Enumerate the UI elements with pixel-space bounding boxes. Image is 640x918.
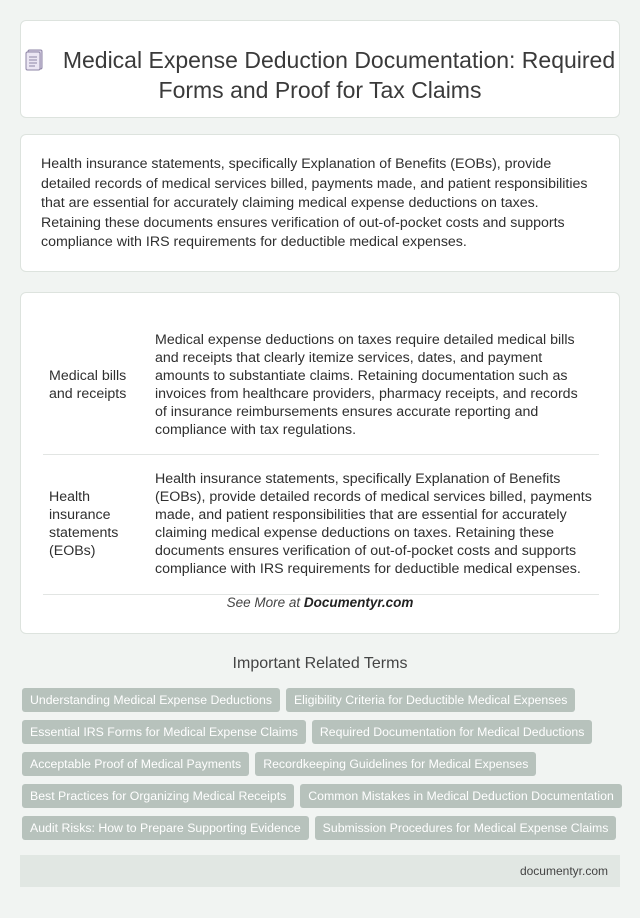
related-tag[interactable]: Acceptable Proof of Medical Payments [22,752,249,776]
related-terms [22,688,622,848]
tag-row [22,784,622,816]
related-tag[interactable]: Common Mistakes in Medical Deduction Documentation [300,784,622,808]
tag-row [22,816,622,848]
row-key: Medical bills and receipts [49,368,127,403]
related-tag[interactable]: Essential IRS Forms for Medical Expense Claims [22,720,306,744]
related-tag[interactable]: Eligibility Criteria for Deductible Medical Expenses [286,688,575,712]
details-table [43,317,599,595]
related-terms-title: Important Related Terms [232,655,408,672]
table-row [43,454,599,594]
page-title-text: Medical Expense Deduction Documentation: Required Forms and Proof for Tax Claims [62,47,616,103]
page-title [21,21,619,105]
see-more-link[interactable]: Documentyr.com [303,595,414,610]
row-value: Medical expense deductions on taxes require detailed medical bills and receipts that clearly itemize services, dates, and payment amounts to substantiate claims. Retaining documentation such as invoices from healthcare providers, pharmacy receipts, and records of insurance reimbursements ensures accurate reporting and compliance with tax regulations. [155,332,578,439]
tag-row [22,752,622,784]
intro-card [20,134,620,272]
related-tag[interactable]: Submission Procedures for Medical Expense Claims [315,816,617,840]
footer-site[interactable]: documentyr.com [519,864,608,878]
tag-row [22,720,622,752]
title-card [20,20,620,118]
see-more-prefix: See More at [226,595,304,610]
footer [20,855,620,887]
related-tag[interactable]: Audit Risks: How to Prepare Supporting Evidence [22,816,309,840]
table-row [43,317,599,454]
related-tag[interactable]: Required Documentation for Medical Deductions [312,720,593,744]
related-tag[interactable]: Recordkeeping Guidelines for Medical Expenses [255,752,536,776]
row-key: Health insurance statements (EOBs) [43,454,149,594]
tag-row [22,688,622,720]
details-card [20,292,620,634]
intro-text: Health insurance statements, specifically Explanation of Benefits (EOBs), provide detailed records of medical services billed, payments made, and patient responsibilities that are essential for accurately claiming medical expense deductions on taxes. Retaining these documents ensures verification of out-of-pocket costs and supports compliance with IRS requirements for deductible medical expenses. [41,156,588,250]
related-tag[interactable]: Understanding Medical Expense Deductions [22,688,280,712]
related-tag[interactable]: Best Practices for Organizing Medical Receipts [22,784,294,808]
document-icon [25,49,45,71]
see-more[interactable] [21,595,619,610]
row-value: Health insurance statements, specifically Explanation of Benefits (EOBs), provide detailed records of medical services billed, payments made, and patient responsibilities that are essential for accurately claiming medical expense deductions on taxes. Retaining these documents ensures verification of out-of-pocket costs and supports compliance with IRS requirements for deductible medical expenses. [149,454,599,594]
